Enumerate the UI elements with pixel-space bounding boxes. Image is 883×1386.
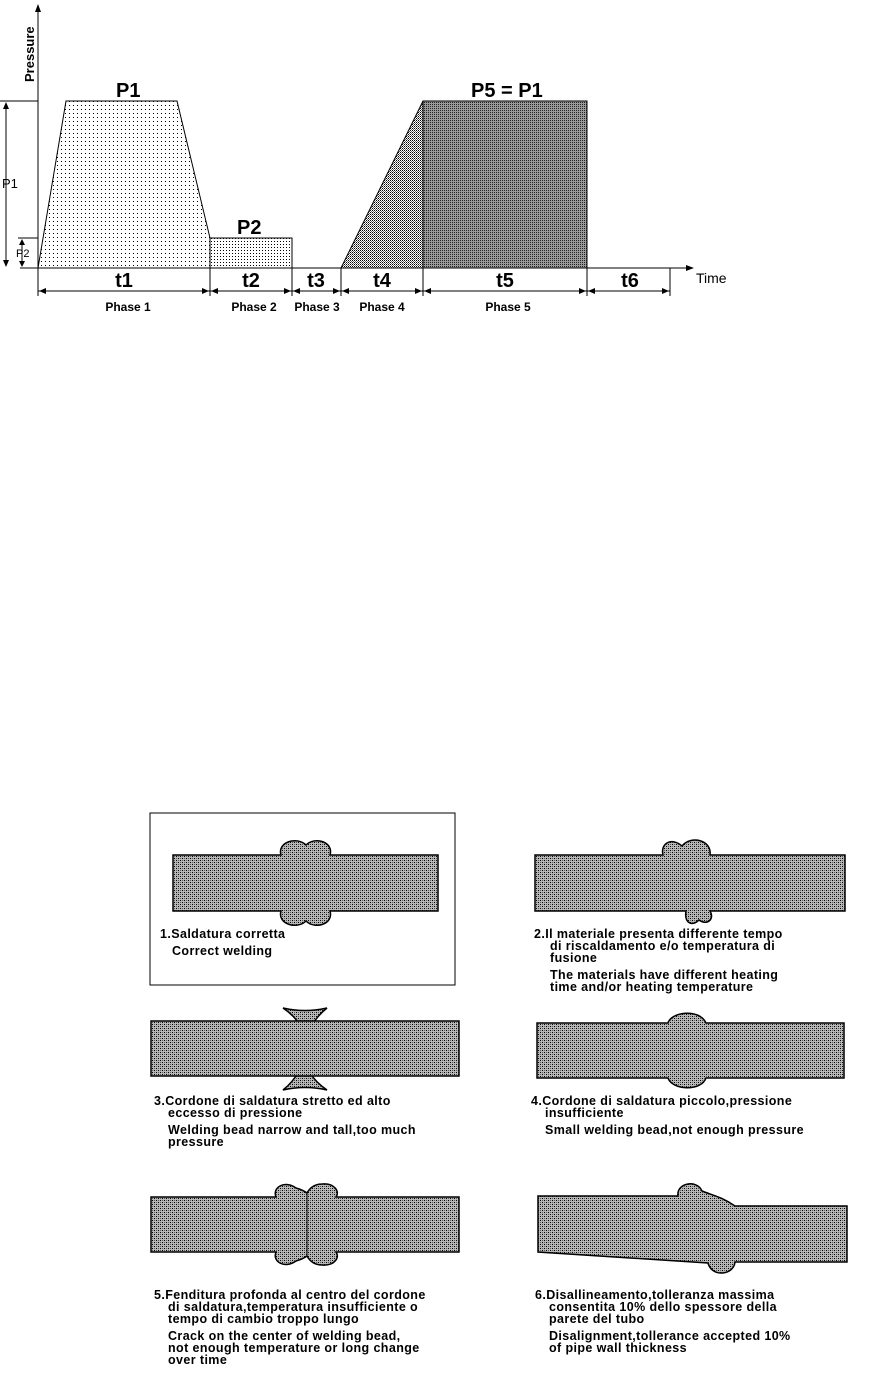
p2-dimension-arrow-down-icon bbox=[19, 261, 25, 267]
level-p1: P1 bbox=[116, 80, 141, 102]
level-p2: P2 bbox=[237, 217, 262, 239]
caption-case1: 1.Saldatura corretta Correct welding bbox=[160, 927, 286, 958]
time-label-t4: t4 bbox=[373, 270, 391, 292]
case6-weld bbox=[538, 1184, 847, 1273]
phase2-area bbox=[210, 238, 292, 268]
phase-label-5: Phase 5 bbox=[485, 300, 531, 314]
time-label-t6: t6 bbox=[621, 270, 639, 292]
case2-weld bbox=[535, 840, 845, 923]
caption-case2: 2.Il materiale presenta differente tempo di riscaldamento e/o temperatura di fusione The materials have different heating time and/or heating temperature bbox=[534, 927, 783, 994]
caption-case6: 6.Disallineamento,tolleranza massima consentita 10% dello spessore della parete del tubo Disalignment,tollerance accepted 10% of pipe wall thickness bbox=[535, 1288, 791, 1355]
case4-weld bbox=[537, 1013, 844, 1088]
phase1-area bbox=[38, 101, 210, 268]
y-axis-arrow-icon bbox=[35, 4, 41, 12]
time-label-t3: t3 bbox=[307, 270, 325, 292]
phase-label-2: Phase 2 bbox=[231, 300, 277, 314]
pressure-time-diagram bbox=[0, 0, 883, 330]
phase5-area bbox=[423, 101, 587, 268]
case5-weld bbox=[151, 1184, 459, 1265]
phase-label-1: Phase 1 bbox=[105, 300, 151, 314]
phase-label-4: Phase 4 bbox=[359, 300, 405, 314]
p1-dimension-arrow-down-icon bbox=[3, 260, 9, 267]
p2-dimension-arrow-up-icon bbox=[19, 239, 25, 245]
case1-weld bbox=[173, 841, 438, 926]
phase4-area bbox=[341, 101, 423, 268]
caption-case4: 4.Cordone di saldatura piccolo,pressione insufficiente Small welding bead,not enough pressure bbox=[531, 1094, 804, 1137]
side-label-p2: P2 bbox=[16, 248, 30, 260]
time-label-t2: t2 bbox=[242, 270, 260, 292]
x-axis-arrow-icon bbox=[686, 265, 694, 271]
axis-y-label: Pressure bbox=[22, 26, 37, 82]
side-label-p1: P1 bbox=[2, 176, 18, 191]
time-label-t1: t1 bbox=[115, 270, 133, 292]
phase-label-3: Phase 3 bbox=[294, 300, 340, 314]
level-p5: P5 = P1 bbox=[471, 80, 543, 102]
case3-weld bbox=[151, 1008, 459, 1090]
axis-x-label: Time bbox=[696, 270, 727, 286]
caption-case3: 3.Cordone di saldatura stretto ed alto eccesso di pressione Welding bead narrow and tall,too much pressure bbox=[154, 1094, 416, 1149]
caption-case5: 5.Fenditura profonda al centro del cordone di saldatura,temperatura insufficiente o tempo di cambio troppo lungo Crack on the center of welding bead, not enough temperature or long change over time bbox=[154, 1288, 426, 1367]
p1-dimension-arrow-up-icon bbox=[3, 102, 9, 109]
time-label-t5: t5 bbox=[496, 270, 514, 292]
